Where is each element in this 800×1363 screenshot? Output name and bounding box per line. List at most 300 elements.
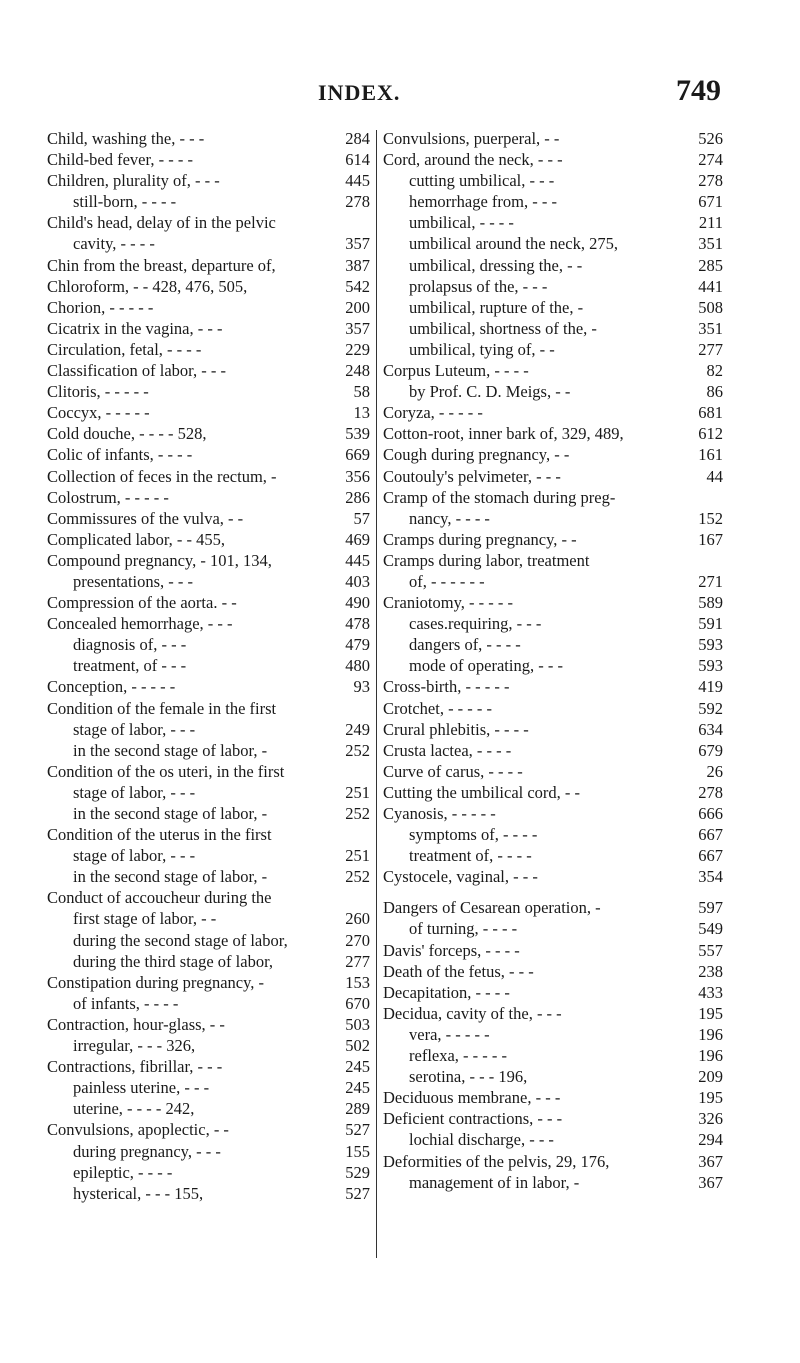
index-page-ref: 285: [698, 255, 723, 275]
index-entry: [47, 908, 370, 929]
index-page-ref: 542: [345, 276, 370, 296]
index-entry: [47, 803, 370, 824]
index-column-right: [383, 128, 723, 1258]
index-entry: [383, 719, 723, 740]
index-term: Dangers of Cesarean operation, -: [383, 898, 601, 918]
index-page-ref: 357: [345, 318, 370, 338]
index-entry: [383, 508, 723, 529]
index-term: Cramps during labor, treatment: [383, 550, 590, 570]
index-entry: [47, 972, 370, 993]
index-entry: [383, 360, 723, 381]
index-page-ref: 44: [706, 466, 723, 486]
index-entry: [383, 487, 723, 508]
index-term: Crotchet, - - - - -: [383, 698, 493, 718]
index-page-ref: 284: [345, 129, 370, 148]
index-entry: [47, 887, 370, 908]
index-term: of, - - - - - -: [409, 571, 485, 591]
index-entry: [47, 255, 370, 276]
index-term: uterine, - - - - 242,: [73, 1099, 195, 1119]
index-entry: [47, 951, 370, 972]
index-term: vera, - - - - -: [409, 1024, 490, 1044]
index-term: painless uterine, - - -: [73, 1078, 210, 1098]
index-term: of infants, - - - -: [73, 993, 179, 1013]
index-entry: [47, 655, 370, 676]
index-entry: [383, 444, 723, 465]
index-term: Cough during pregnancy, - -: [383, 445, 570, 465]
index-term: Colostrum, - - - - -: [47, 487, 169, 507]
index-term: stage of labor, - - -: [73, 719, 196, 739]
index-entry: [47, 191, 370, 212]
index-entry: [383, 1003, 723, 1024]
index-entry: [47, 233, 370, 254]
index-page-ref: 356: [345, 466, 370, 486]
index-entry: [383, 423, 723, 444]
index-term: umbilical, shortness of the, -: [409, 318, 597, 338]
index-term: reflexa, - - - - -: [409, 1046, 508, 1066]
index-page-ref: 82: [706, 361, 723, 381]
index-entry: [47, 930, 370, 951]
index-page-ref: 245: [345, 1078, 370, 1098]
index-entry: [47, 1119, 370, 1140]
index-page-ref: 539: [345, 424, 370, 444]
index-page-ref: 508: [698, 297, 723, 317]
index-page-ref: 502: [345, 1036, 370, 1056]
index-term: cavity, - - - -: [73, 234, 155, 254]
index-term: irregular, - - - 326,: [73, 1036, 196, 1056]
index-term: Conduct of accoucheur during the: [47, 888, 272, 908]
index-term: epileptic, - - - -: [73, 1162, 173, 1182]
index-column-left: [47, 128, 370, 1258]
index-term: Cramps during pregnancy, - -: [383, 529, 577, 549]
index-entry: [47, 170, 370, 191]
index-page-ref: 271: [698, 571, 723, 591]
index-entry: [383, 740, 723, 761]
index-term: of turning, - - - -: [409, 919, 518, 939]
index-page-ref: 667: [698, 846, 723, 866]
index-term: Cramp of the stomach during preg-: [383, 487, 616, 507]
index-page-ref: 445: [345, 550, 370, 570]
index-page-ref: 249: [345, 719, 370, 739]
index-entry: [383, 276, 723, 297]
index-entry: [47, 698, 370, 719]
index-term: during pregnancy, - - -: [73, 1141, 221, 1161]
index-entry: [383, 845, 723, 866]
index-term: cutting umbilical, - - -: [409, 171, 555, 191]
index-page-ref: 527: [345, 1120, 370, 1140]
index-page-ref: 196: [698, 1046, 723, 1066]
index-page-ref: 667: [698, 825, 723, 845]
index-page-ref: 367: [698, 1172, 723, 1192]
index-entry: [47, 1035, 370, 1056]
index-page-ref: 152: [698, 508, 723, 528]
index-term: hemorrhage from, - - -: [409, 192, 557, 212]
index-entry: [383, 550, 723, 571]
index-term: Cyanosis, - - - - -: [383, 804, 496, 823]
index-entry: [383, 466, 723, 487]
index-term: Child-bed fever, - - - -: [47, 150, 193, 170]
index-term: umbilical, rupture of the, -: [409, 297, 584, 317]
index-entry: [47, 719, 370, 740]
index-term: umbilical around the neck, 275,: [409, 234, 618, 254]
index-page-ref: 479: [345, 635, 370, 655]
index-page-ref: 357: [345, 234, 370, 254]
index-term: by Prof. C. D. Meigs, - -: [409, 382, 571, 402]
index-term: Deciduous membrane, - - -: [383, 1088, 561, 1108]
index-entry: [47, 740, 370, 761]
index-entry: [47, 297, 370, 318]
index-term: Chin from the breast, departure of,: [47, 255, 276, 275]
index-page-ref: 252: [345, 867, 370, 887]
index-entry: [47, 1162, 370, 1183]
index-entry: [383, 824, 723, 845]
index-term: in the second stage of labor, -: [73, 740, 268, 760]
index-term: Cystocele, vaginal, - - -: [383, 867, 538, 887]
index-page-ref: 270: [345, 930, 370, 950]
index-entry: [47, 508, 370, 529]
index-entry: [47, 1014, 370, 1035]
index-term: Craniotomy, - - - - -: [383, 593, 513, 613]
index-term: Contractions, fibrillar, - - -: [47, 1057, 223, 1077]
index-term: Cross-birth, - - - - -: [383, 677, 510, 697]
index-term: Circulation, fetal, - - - -: [47, 339, 202, 359]
page-title: INDEX.: [318, 80, 401, 105]
index-page-ref: 57: [353, 508, 370, 528]
index-page-ref: 593: [698, 635, 723, 655]
index-entry: [383, 1066, 723, 1087]
index-page-ref: 441: [698, 276, 723, 296]
index-term: stage of labor, - - -: [73, 846, 196, 866]
index-entry: [383, 897, 723, 918]
page-number: 749: [676, 74, 721, 107]
index-term: umbilical, - - - -: [409, 213, 514, 233]
index-term: Cicatrix in the vagina, - - -: [47, 318, 223, 338]
index-page-ref: 245: [345, 1057, 370, 1077]
index-page-ref: 597: [698, 898, 723, 918]
index-page-ref: 557: [698, 940, 723, 960]
index-page-ref: 445: [345, 171, 370, 191]
column-divider: [376, 130, 377, 1258]
index-page-ref: 278: [345, 192, 370, 212]
index-term: Crusta lactea, - - - -: [383, 740, 512, 760]
index-page-ref: 669: [345, 445, 370, 465]
index-entry: [383, 761, 723, 782]
index-page-ref: 278: [698, 171, 723, 191]
index-entry: [383, 1108, 723, 1129]
index-term: hysterical, - - - 155,: [73, 1183, 204, 1203]
index-term: Clitoris, - - - - -: [47, 382, 149, 402]
index-term: Davis' forceps, - - - -: [383, 940, 520, 960]
index-term: cases.requiring, - - -: [409, 614, 542, 634]
index-page-ref: 666: [698, 804, 723, 823]
index-term: Coccyx, - - - - -: [47, 403, 150, 423]
index-page-ref: 167: [698, 529, 723, 549]
index-page-ref: 161: [698, 445, 723, 465]
index-term: Colic of infants, - - - -: [47, 445, 193, 465]
index-page-ref: 229: [345, 339, 370, 359]
index-entry: [383, 592, 723, 613]
index-page-ref: 260: [345, 909, 370, 929]
index-page-ref: 251: [345, 782, 370, 802]
index-entry: [47, 761, 370, 782]
index-page-ref: 93: [353, 677, 370, 697]
index-term: nancy, - - - -: [409, 508, 490, 528]
index-term: Cutting the umbilical cord, - -: [383, 782, 581, 802]
index-entry: [47, 550, 370, 571]
index-entry: [47, 1098, 370, 1119]
index-entry: [47, 466, 370, 487]
index-entry: [383, 149, 723, 170]
index-page-ref: 403: [345, 571, 370, 591]
index-page-ref: 200: [345, 297, 370, 317]
index-page-ref: 549: [698, 919, 723, 939]
index-entry: [383, 571, 723, 592]
index-entry: [383, 1129, 723, 1150]
index-entry: [47, 993, 370, 1014]
index-page-ref: 278: [698, 782, 723, 802]
index-page-ref: 58: [353, 382, 370, 402]
index-page-ref: 238: [698, 961, 723, 981]
index-entry: [47, 866, 370, 887]
index-entry: [47, 592, 370, 613]
index-term: Deficient contractions, - - -: [383, 1109, 563, 1129]
index-page-ref: 354: [698, 867, 723, 887]
index-term: Child, washing the, - - -: [47, 129, 205, 148]
index-term: Classification of labor, - - -: [47, 361, 226, 381]
index-entry: [383, 1151, 723, 1172]
index-page-ref: 527: [345, 1183, 370, 1203]
index-page-ref: 614: [345, 150, 370, 170]
index-entry: [383, 676, 723, 697]
index-entry: [47, 1056, 370, 1077]
index-entry: [47, 782, 370, 803]
index-entry: [383, 1172, 723, 1193]
index-page-ref: 433: [698, 982, 723, 1002]
index-term: first stage of labor, - -: [73, 909, 217, 929]
index-term: dangers of, - - - -: [409, 635, 521, 655]
index-entry: [383, 402, 723, 423]
index-term: Death of the fetus, - - -: [383, 961, 534, 981]
index-term: management of in labor, -: [409, 1172, 580, 1192]
index-term: Corpus Luteum, - - - -: [383, 361, 529, 381]
index-entry: [47, 212, 370, 233]
index-page-ref: 286: [345, 487, 370, 507]
index-term: diagnosis of, - - -: [73, 635, 187, 655]
index-entry: [47, 845, 370, 866]
index-page-ref: 478: [345, 614, 370, 634]
index-term: mode of operating, - - -: [409, 656, 563, 676]
index-entry: [47, 487, 370, 508]
index-term: Decapitation, - - - -: [383, 982, 510, 1002]
index-page-ref: 251: [345, 846, 370, 866]
index-term: prolapsus of the, - - -: [409, 276, 548, 296]
index-entry: [383, 1024, 723, 1045]
index-term: Crural phlebitis, - - - -: [383, 719, 529, 739]
index-page-ref: 681: [698, 403, 723, 423]
index-term: still-born, - - - -: [73, 192, 177, 212]
index-entry: [383, 529, 723, 550]
index-entry: [383, 613, 723, 634]
index-term: during the third stage of labor,: [73, 951, 274, 971]
index-page-ref: 86: [706, 382, 723, 402]
index-page-ref: 351: [698, 318, 723, 338]
index-page-ref: 277: [698, 339, 723, 359]
index-page-ref: 526: [698, 129, 723, 148]
index-page-ref: 592: [698, 698, 723, 718]
index-entry: [383, 803, 723, 824]
index-term: Convulsions, puerperal, - -: [383, 129, 560, 148]
index-page-ref: 419: [698, 677, 723, 697]
index-entry: [47, 1183, 370, 1204]
index-entry: [383, 782, 723, 803]
index-page-ref: 589: [698, 593, 723, 613]
index-entry: [47, 1141, 370, 1162]
index-term: presentations, - - -: [73, 571, 194, 591]
index-term: Decidua, cavity of the, - - -: [383, 1003, 562, 1023]
index-page-ref: 195: [698, 1088, 723, 1108]
index-entry: [383, 381, 723, 402]
index-entry: [383, 698, 723, 719]
index-entry: [383, 212, 723, 233]
index-term: Chloroform, - - 428, 476, 505,: [47, 276, 248, 296]
index-term: treatment, of - - -: [73, 656, 187, 676]
index-term: Cold douche, - - - - 528,: [47, 424, 207, 444]
index-term: Constipation during pregnancy, -: [47, 972, 265, 992]
index-page-ref: 670: [345, 993, 370, 1013]
index-page-ref: 252: [345, 804, 370, 823]
index-entry: [383, 866, 723, 887]
index-page-ref: 593: [698, 656, 723, 676]
index-term: Convulsions, apoplectic, - -: [47, 1120, 229, 1140]
index-term: symptoms of, - - - -: [409, 825, 538, 845]
index-entry: [383, 1087, 723, 1108]
index-term: treatment of, - - - -: [409, 846, 532, 866]
index-entry: [47, 381, 370, 402]
index-term: Complicated labor, - - 455,: [47, 529, 226, 549]
index-entry: [383, 961, 723, 982]
index-page-ref: 367: [698, 1151, 723, 1171]
index-entry: [47, 1077, 370, 1098]
index-page-ref: 480: [345, 656, 370, 676]
index-entry: [383, 1045, 723, 1066]
index-page-ref: 294: [698, 1130, 723, 1150]
index-page-ref: 195: [698, 1003, 723, 1023]
index-entry: [47, 634, 370, 655]
index-entry: [383, 191, 723, 212]
index-term: during the second stage of labor,: [73, 930, 288, 950]
index-entry: [383, 128, 723, 149]
index-term: Children, plurality of, - - -: [47, 171, 220, 191]
index-term: Chorion, - - - - -: [47, 297, 154, 317]
index-page-ref: 252: [345, 740, 370, 760]
index-term: Condition of the uterus in the first: [47, 825, 272, 845]
index-entry: [47, 276, 370, 297]
index-page-ref: 490: [345, 593, 370, 613]
index-entry: [383, 233, 723, 254]
index-page-ref: 503: [345, 1014, 370, 1034]
index-entry: [383, 339, 723, 360]
index-term: Concealed hemorrhage, - - -: [47, 614, 233, 634]
index-page-ref: 211: [698, 213, 723, 233]
index-term: serotina, - - - 196,: [409, 1067, 528, 1087]
index-term: in the second stage of labor, -: [73, 804, 268, 823]
index-entry: [47, 423, 370, 444]
index-term: Collection of feces in the rectum, -: [47, 466, 277, 486]
index-term: Contraction, hour-glass, - -: [47, 1014, 225, 1034]
index-entry: [383, 318, 723, 339]
index-entry: [47, 360, 370, 381]
index-page-ref: 469: [345, 529, 370, 549]
index-term: Coutouly's pelvimeter, - - -: [383, 466, 561, 486]
index-page-ref: 277: [345, 951, 370, 971]
index-entry: [47, 318, 370, 339]
index-entry: [383, 297, 723, 318]
index-entry: [47, 149, 370, 170]
index-page-ref: 13: [353, 403, 370, 423]
index-term: lochial discharge, - - -: [409, 1130, 554, 1150]
index-page-ref: 274: [698, 150, 723, 170]
index-page-ref: 387: [345, 255, 370, 275]
index-term: Deformities of the pelvis, 29, 176,: [383, 1151, 610, 1171]
index-page-ref: 634: [698, 719, 723, 739]
index-page-ref: 671: [698, 192, 723, 212]
index-entry: [383, 170, 723, 191]
index-term: umbilical, tying of, - -: [409, 339, 555, 359]
index-term: in the second stage of labor, -: [73, 867, 268, 887]
index-entry: [47, 128, 370, 149]
index-page-ref: 209: [698, 1067, 723, 1087]
index-page-ref: 155: [345, 1141, 370, 1161]
index-page-ref: 529: [345, 1162, 370, 1182]
index-page-ref: 26: [706, 761, 723, 781]
index-entry: [47, 613, 370, 634]
index-page-ref: 289: [345, 1099, 370, 1119]
index-term: stage of labor, - - -: [73, 782, 196, 802]
index-entry: [47, 824, 370, 845]
index-page-ref: 612: [698, 424, 723, 444]
index-entry: [47, 676, 370, 697]
index-term: Conception, - - - - -: [47, 677, 176, 697]
index-term: Condition of the female in the first: [47, 698, 277, 718]
index-entry: [383, 634, 723, 655]
index-entry: [47, 402, 370, 423]
index-entry: [383, 940, 723, 961]
index-page-ref: 153: [345, 972, 370, 992]
index-page-ref: 351: [698, 234, 723, 254]
index-term: Child's head, delay of in the pelvic: [47, 213, 276, 233]
index-page-ref: 591: [698, 614, 723, 634]
index-term: Compression of the aorta. - -: [47, 593, 237, 613]
index-entry: [383, 982, 723, 1003]
index-entry: [383, 655, 723, 676]
index-term: Cord, around the neck, - - -: [383, 150, 563, 170]
index-term: Curve of carus, - - - -: [383, 761, 523, 781]
index-entry: [47, 571, 370, 592]
index-term: umbilical, dressing the, - -: [409, 255, 583, 275]
index-page-ref: 196: [698, 1024, 723, 1044]
index-term: Condition of the os uteri, in the first: [47, 761, 285, 781]
index-entry: [47, 339, 370, 360]
index-term: Commissures of the vulva, - -: [47, 508, 244, 528]
index-page-ref: 679: [698, 740, 723, 760]
index-term: Coryza, - - - - -: [383, 403, 483, 423]
page-header: [0, 72, 800, 120]
index-entry: [47, 529, 370, 550]
index-entry: [47, 444, 370, 465]
index-page-ref: 248: [345, 361, 370, 381]
index-entry: [383, 255, 723, 276]
index-page-ref: 326: [698, 1109, 723, 1129]
index-term: Compound pregnancy, - 101, 134,: [47, 550, 272, 570]
